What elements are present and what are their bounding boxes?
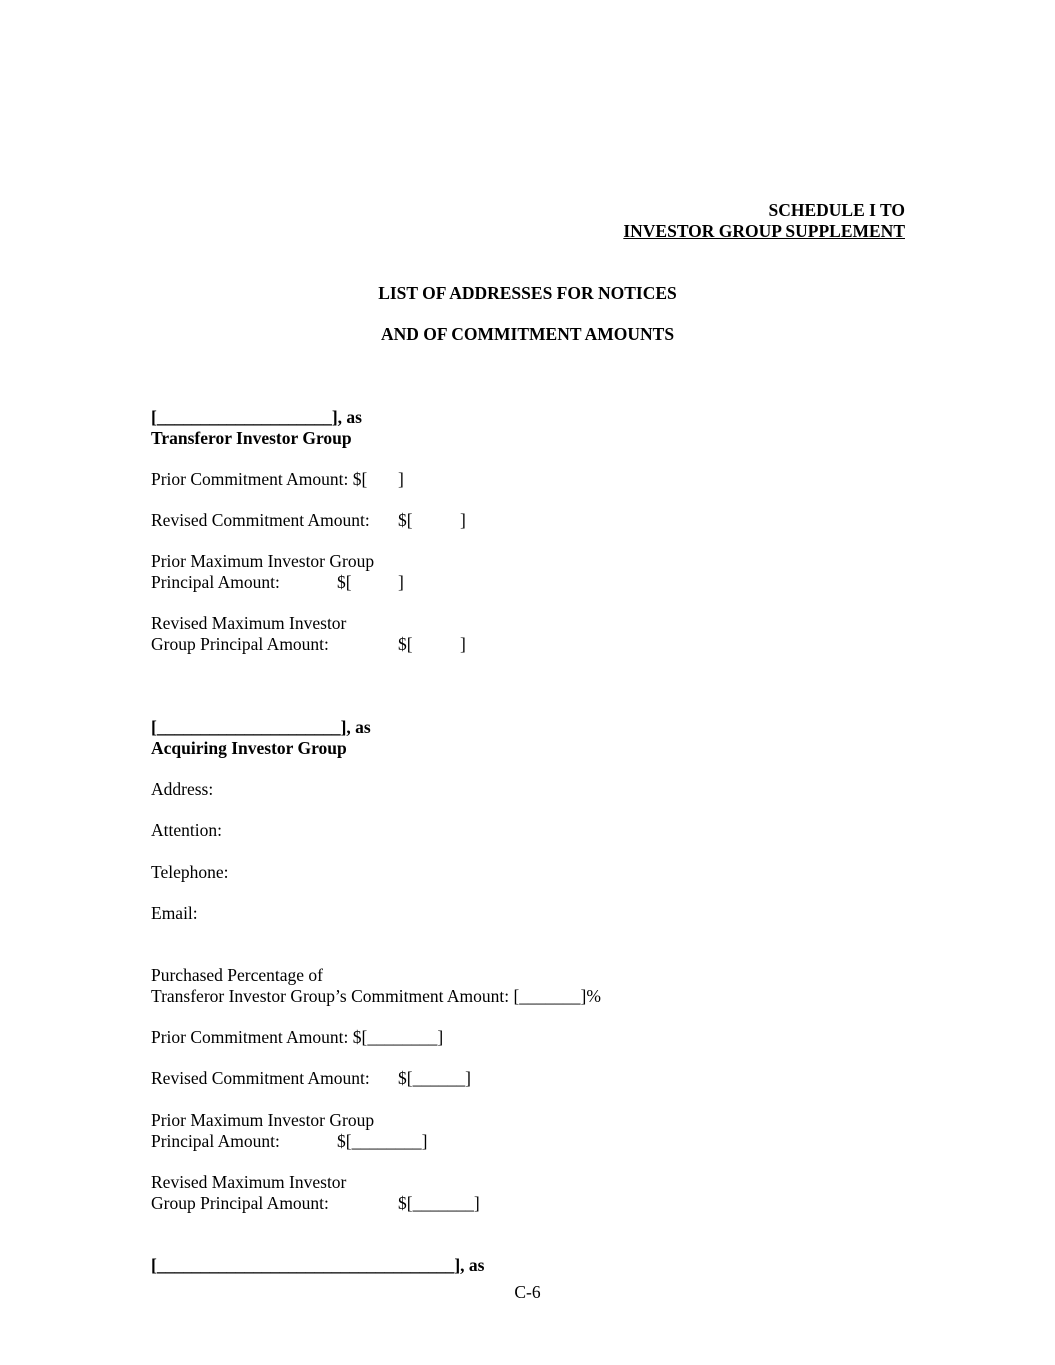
transferor-role: Transferor Investor Group [151,428,352,448]
transferor-prior-max-dollar: $[ [337,572,352,592]
acquiring-revised-max-value: $[_______] [398,1193,480,1213]
acquiring-attention-label: Attention: [151,820,222,840]
acquiring-email-label: Email: [151,903,198,923]
acquiring-prior-max-value: $[________] [337,1131,428,1151]
transferor-prior-max-label: Principal Amount: [151,572,280,592]
transferor-prior-commitment-close: ] [398,469,404,489]
acquiring-prior-max-line1: Prior Maximum Investor Group [151,1110,375,1130]
schedule-heading: SCHEDULE I TO [768,200,905,220]
acquiring-revised-commitment-label: Revised Commitment Amount: [151,1068,370,1088]
transferor-revised-max-line1: Revised Maximum Investor [151,613,347,633]
acquiring-revised-max-label: Group Principal Amount: [151,1193,329,1213]
acquiring-revised-commitment-value: $[______] [398,1068,471,1088]
acquiring-prior-commitment: Prior Commitment Amount: $[________] [151,1027,444,1047]
supplement-heading: INVESTOR GROUP SUPPLEMENT [623,221,905,241]
transferor-revised-commitment-close: ] [460,510,466,530]
acquiring-purchased-line1: Purchased Percentage of [151,965,324,985]
acquiring-role: Acquiring Investor Group [151,738,347,758]
transferor-name-blank: [____________________], as [151,407,362,427]
transferor-revised-max-dollar: $[ [398,634,413,654]
page-number: C-6 [514,1282,541,1302]
acquiring-address-label: Address: [151,779,214,799]
acquiring-name-blank: [_____________________], as [151,717,371,737]
transferor-revised-max-label: Group Principal Amount: [151,634,329,654]
transferor-revised-commitment-dollar: $[ [398,510,413,530]
acquiring-prior-max-label: Principal Amount: [151,1131,280,1151]
transferor-revised-commitment-label: Revised Commitment Amount: [151,510,370,530]
transferor-prior-commitment-label: Prior Commitment Amount: $[ [151,469,368,489]
acquiring-purchased-line2: Transferor Investor Group’s Commitment Amount: [_______]% [151,986,601,1006]
third-party-name-blank: [__________________________________], as [151,1255,485,1275]
transferor-prior-max-close: ] [398,572,404,592]
transferor-revised-max-close: ] [460,634,466,654]
document-title: LIST OF ADDRESSES FOR NOTICES [378,283,677,303]
transferor-prior-max-line1: Prior Maximum Investor Group [151,551,375,571]
acquiring-revised-max-line1: Revised Maximum Investor [151,1172,347,1192]
acquiring-telephone-label: Telephone: [151,862,229,882]
document-subtitle: AND OF COMMITMENT AMOUNTS [380,324,675,344]
